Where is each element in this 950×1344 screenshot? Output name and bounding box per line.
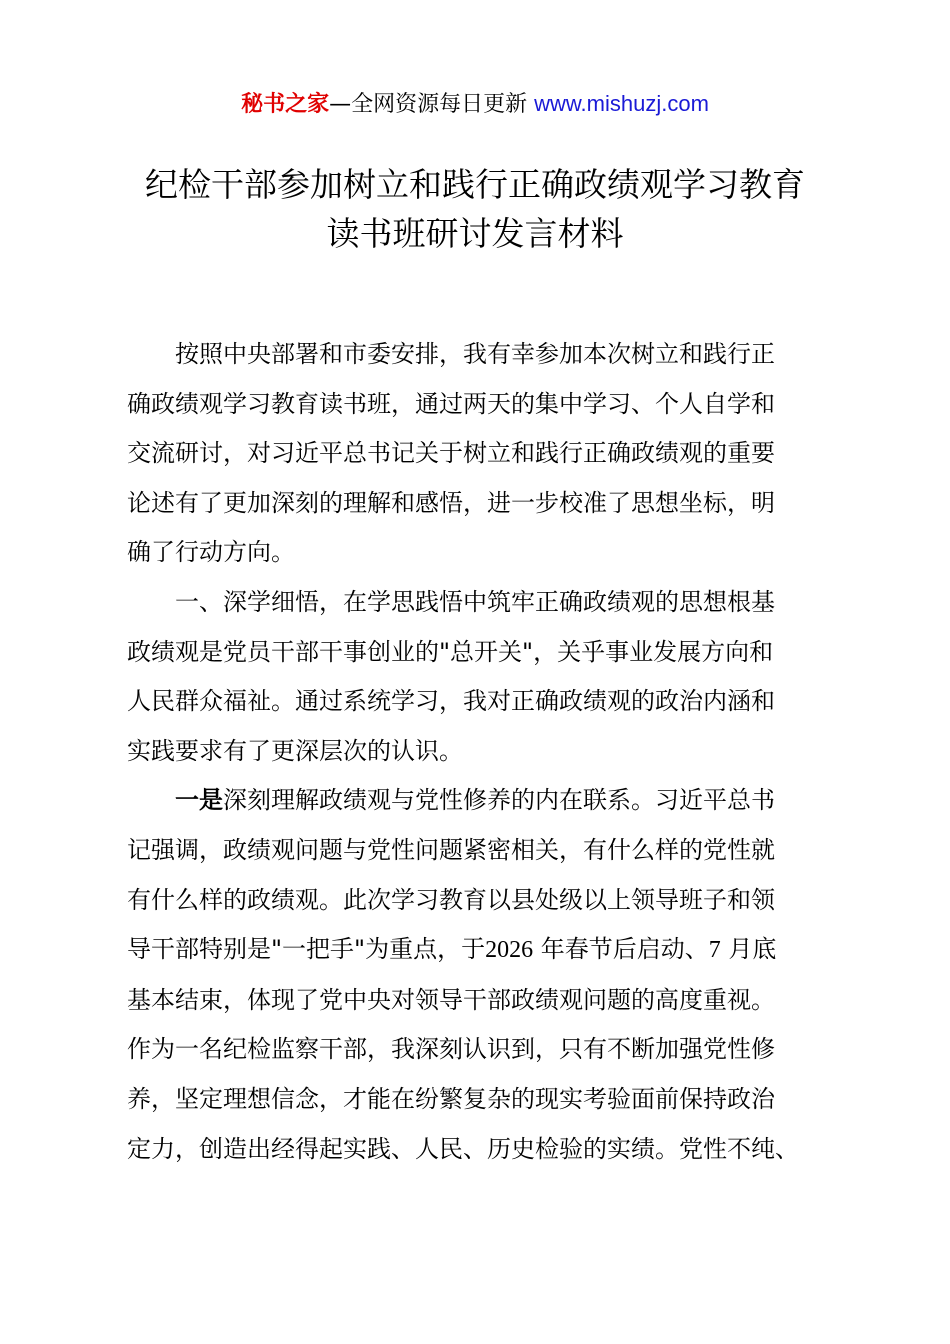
document-title bbox=[0, 160, 950, 258]
text-line: 作为一名纪检监察干部，我深刻认识到，只有不断加强党性修 bbox=[127, 1035, 775, 1064]
text-line: 按照中央部署和市委安排，我有幸参加本次树立和践行正 bbox=[175, 340, 775, 368]
title-line-1: 纪检干部参加树立和践行正确政绩观学习教育 bbox=[145, 165, 805, 204]
text-line bbox=[127, 776, 827, 826]
text-line: 记强调，政绩观问题与党性问题紧密相关，有什么样的党性就 bbox=[127, 835, 775, 864]
header-tagline: —全网资源每日更新 bbox=[329, 92, 535, 117]
text-line bbox=[127, 925, 827, 976]
site-header bbox=[0, 88, 950, 121]
paragraph-section-one bbox=[127, 578, 827, 776]
text-line: 基本结束，体现了党中央对领导干部政绩观问题的高度重视。 bbox=[127, 985, 775, 1014]
paragraph-intro bbox=[127, 330, 827, 578]
lead-rest-text: 深刻理解政绩观与党性修养的内在联系。习近平总书 bbox=[223, 786, 775, 815]
text-line: 论述有了更加深刻的理解和感悟，进一步校准了思想坐标，明 bbox=[127, 488, 775, 517]
title-line-2: 读书班研讨发言材料 bbox=[326, 214, 624, 253]
text-line: 交流研讨，对习近平总书记关于树立和践行正确政绩观的重要 bbox=[127, 439, 775, 468]
lead-bold-text: 一是 bbox=[175, 786, 223, 815]
text-line: 人民群众福祉。通过系统学习，我对正确政绩观的政治内涵和 bbox=[127, 687, 775, 716]
month-number: 7 bbox=[708, 937, 721, 964]
text-segment: 年春节后启动、 bbox=[533, 935, 709, 964]
text-line: 确了行动方向。 bbox=[127, 538, 295, 567]
text-line: 政绩观是党员干部干事创业的"总开关"，关乎事业发展方向和 bbox=[127, 637, 774, 666]
paragraph-point-one bbox=[127, 776, 827, 1174]
text-line: 养，坚定理想信念，才能在纷繁复杂的现实考验面前保持政治 bbox=[127, 1084, 775, 1113]
section-heading-line: 一、深学细悟，在学思践悟中筑牢正确政绩观的思想根基 bbox=[175, 587, 775, 616]
document-body bbox=[127, 330, 827, 1174]
text-line: 定力，创造出经得起实践、人民、历史检验的实绩。党性不纯、 bbox=[127, 1134, 799, 1163]
text-segment: 月底 bbox=[720, 935, 777, 964]
text-segment: 导干部特别是"一把手"为重点，于 bbox=[127, 935, 486, 964]
text-line: 有什么样的政绩观。此次学习教育以县处级以上领导班子和领 bbox=[127, 885, 775, 914]
text-line: 确政绩观学习教育读书班，通过两天的集中学习、个人自学和 bbox=[127, 389, 775, 418]
text-line: 实践要求有了更深层次的认识。 bbox=[127, 736, 463, 765]
year-number: 2026 bbox=[485, 937, 534, 964]
site-url-link[interactable]: www.mishuzj.com bbox=[534, 91, 709, 116]
brand-name: 秘书之家 bbox=[241, 92, 330, 117]
